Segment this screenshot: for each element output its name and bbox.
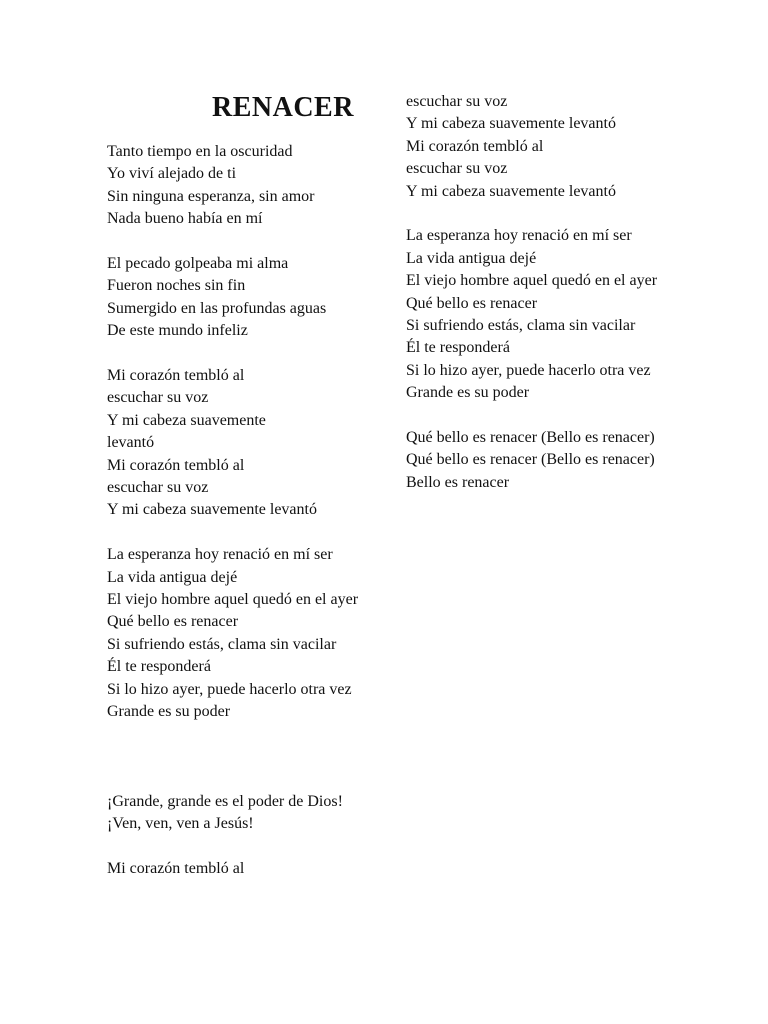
stanza-break [107, 768, 362, 790]
lyric-line: Si lo hizo ayer, puede hacerlo otra vez [406, 361, 651, 379]
lyric-line: Grande es su poder [107, 703, 231, 721]
lyric-line: Sumergido en las profundas aguas [107, 299, 327, 317]
lyric-line: escuchar su voz [406, 93, 508, 110]
lyric-line: La vida antigua dejé [406, 249, 537, 267]
lyric-line: Mi corazón tembló al [406, 137, 544, 155]
lyric-line: levantó [107, 434, 155, 452]
lyric-line: Mi corazón tembló al [107, 859, 245, 877]
stanza-break [107, 231, 362, 253]
lyric-line: Si sufriendo estás, clama sin vacilar [107, 635, 337, 653]
lyric-line: Qué bello es renacer (Bello es renacer) [406, 429, 655, 447]
lyric-line: Bello es renacer [406, 473, 510, 491]
stanza [406, 225, 661, 404]
lyric-line: Nada bueno había en mí [107, 210, 263, 228]
lyric-line: La vida antigua dejé [107, 568, 238, 586]
stanza-break [107, 343, 362, 365]
lyric-line: Grande es su poder [406, 384, 530, 402]
lyric-line: Sin ninguna esperanza, sin amor [107, 187, 315, 205]
lyric-line: La esperanza hoy renació en mí ser [406, 227, 632, 245]
lyric-line: Él te responderá [406, 339, 510, 357]
right-column [406, 91, 661, 494]
stanza-break [406, 203, 661, 225]
lyric-line: El viejo hombre aquel quedó en el ayer [406, 272, 658, 290]
stanza [107, 141, 362, 231]
lyric-line: El pecado golpeaba mi alma [107, 255, 289, 273]
stanza-break [406, 405, 661, 427]
lyric-line: escuchar su voz [406, 160, 508, 178]
lyric-line: El viejo hombre aquel quedó en el ayer [107, 591, 359, 609]
lyric-line: Yo viví alejado de ti [107, 165, 237, 183]
lyric-line: Mi corazón tembló al [107, 456, 245, 474]
lyric-line: Tanto tiempo en la oscuridad [107, 143, 293, 160]
lyric-line: escuchar su voz [107, 389, 209, 407]
stanza-break [107, 724, 362, 769]
song-title: RENACER [212, 92, 354, 123]
lyric-line: Y mi cabeza suavemente levantó [406, 115, 616, 133]
lyric-line: Qué bello es renacer [107, 613, 239, 631]
stanza [107, 791, 362, 836]
lyric-line: ¡Ven, ven, ven a Jesús! [107, 815, 254, 833]
stanza [107, 365, 362, 522]
lyric-line: Fueron noches sin fin [107, 277, 246, 295]
lyric-line: Qué bello es renacer (Bello es renacer) [406, 451, 655, 469]
stanza [107, 544, 362, 723]
lyric-line: Y mi cabeza suavemente [107, 411, 266, 429]
lyric-line: De este mundo infeliz [107, 322, 248, 340]
lyric-line: Él te responderá [107, 658, 211, 676]
lyric-line: ¡Grande, grande es el poder de Dios! [107, 792, 343, 810]
stanza [406, 427, 661, 494]
lyric-line: Si sufriendo estás, clama sin vacilar [406, 317, 636, 335]
lyric-line: Y mi cabeza suavemente levantó [406, 182, 616, 200]
lyric-line: escuchar su voz [107, 479, 209, 497]
stanza-break [107, 836, 362, 858]
lyric-line: Mi corazón tembló al [107, 367, 245, 385]
lyric-line: Y mi cabeza suavemente levantó [107, 501, 317, 519]
lyric-line: Si lo hizo ayer, puede hacerlo otra vez [107, 680, 352, 698]
lyric-line: La esperanza hoy renació en mí ser [107, 546, 333, 564]
lyric-line: Qué bello es renacer [406, 294, 538, 312]
stanza [107, 858, 362, 880]
stanza [406, 91, 661, 203]
stanza-break [107, 522, 362, 544]
stanza [107, 253, 362, 343]
left-column [107, 141, 362, 880]
